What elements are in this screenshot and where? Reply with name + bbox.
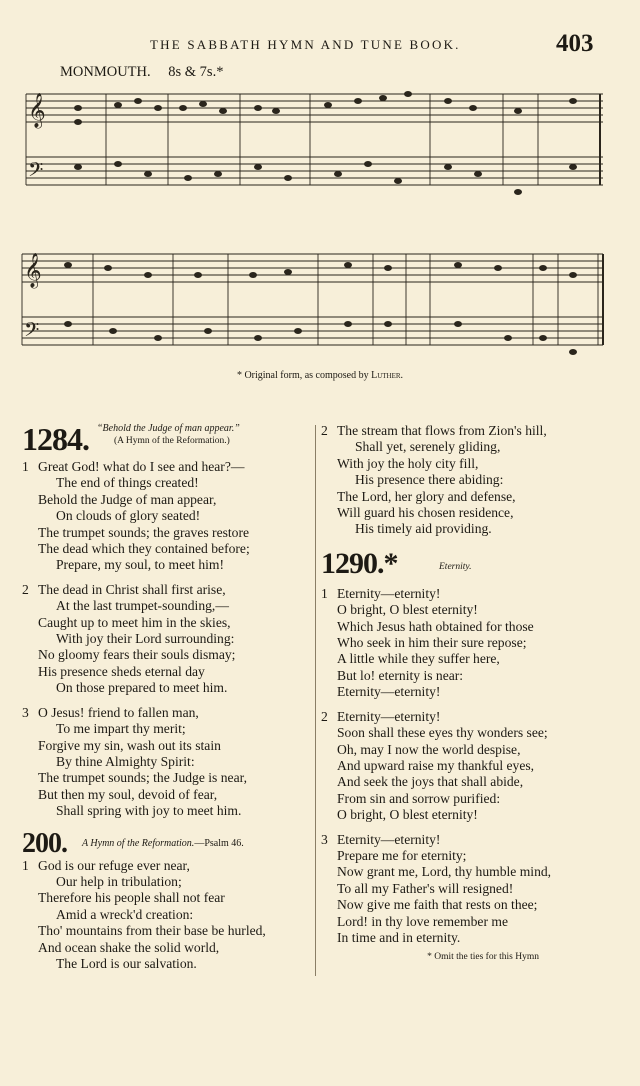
hymn-subtitle-2: (A Hymn of the Reformation.) — [114, 436, 230, 446]
book-title: THE SABBATH HYMN AND TUNE BOOK. — [150, 37, 461, 52]
hymn-200-header — [22, 828, 312, 858]
svg-text:𝄞: 𝄞 — [28, 93, 46, 128]
music-score — [18, 82, 608, 357]
hymn-subtitle: “Behold the Judge of man appear.” — [97, 423, 240, 434]
tune-meter: 8s & 7s.* — [168, 64, 224, 80]
hymn-1284-header — [22, 423, 312, 459]
hymn-1284-verse-2-right: 2 The stream that flows from Zion's hill, Shall yet, serenely gliding, With joy the holy city fill, His presence there abiding: The Lord, her glory and defense, Will guard his chosen residence, His timely aid providing. — [321, 423, 547, 537]
hymn-1290-footnote: * Omit the ties for this Hymn — [427, 952, 539, 963]
hymn-1290-header — [321, 548, 611, 586]
tune-footnote: * Original form, as composed by Luther. — [236, 370, 404, 381]
hymn-number: 200. — [22, 827, 67, 859]
column-divider — [315, 425, 316, 976]
hymn-1290-verse-3: 3 Eternity—eternity! Prepare me for eternity; Now grant me, Lord, thy humble mind, To all my Father's will resigned! Now give me faith that rests on thee; Lord! in thy love remember me In time and in eternity. — [321, 831, 552, 945]
hymn-1284-verse-2: 2 The dead in Christ shall first arise, At the last trumpet-sounding,— Caught up to meet him in the skies, With joy their Lord surrounding: No gloomy fears their souls dismay; His presence sheds eternal day On those prepared to meet him. — [22, 581, 236, 696]
hymn-1290-verse-2: 2 Eternity—eternity! Soon shall these eyes thy wonders see; Oh, may I now the world despise, And upward raise my thankful eyes, And seek the joys that shall abide, From sin and sorrow purified: O bright, O blest eternity! — [321, 708, 548, 823]
hymn-1284-verse-1: 1 Great God! what do I see and hear?— The end of things created! Behold the Judge of man appear, On clouds of glory seated! The trumpet sounds; the graves restore The dead which they contained before; Prepare, my soul, to meet him! — [22, 459, 250, 573]
left-column — [22, 423, 312, 972]
hymn-number: 1284. — [22, 421, 89, 457]
svg-text:𝄞: 𝄞 — [24, 253, 42, 288]
page-header — [0, 30, 640, 60]
tune-label — [60, 64, 223, 81]
svg-text:𝄢: 𝄢 — [28, 158, 44, 186]
svg-text:𝄢: 𝄢 — [24, 318, 40, 346]
hymn-1290-verse-1: 1 Eternity—eternity! O bright, O blest eternity! Which Jesus hath obtained for those Who seek in him their sure repose; A little while they suffer here, But lo! eternity is near: Eternity—eternity! — [321, 585, 534, 700]
page-number: 403 — [556, 30, 594, 57]
hymn-subtitle: A Hymn of the Reformation.—Psalm 46. — [82, 837, 244, 849]
staff-lines — [22, 94, 603, 345]
tune-name: MONMOUTH. — [60, 64, 151, 80]
hymn-1284-verse-3: 3 O Jesus! friend to fallen man, To me impart thy merit; Forgive my sin, wash out its stain By thine Almighty Spirit: The trumpet sounds; the Judge is near, But then my soul, devoid of fear, Shall spring with joy to meet him. — [22, 704, 247, 819]
hymn-number: 1290.* — [321, 546, 398, 580]
hymn-subtitle: Eternity. — [439, 561, 472, 572]
hymn-200-verse-1: 1 God is our refuge ever near, Our help in tribulation; Therefore his people shall not fear Amid a wreck'd creation: Tho' mountains from their base be hurled, And ocean shake the solid world, The Lord is our salvation. — [22, 857, 266, 971]
right-column — [321, 423, 611, 962]
